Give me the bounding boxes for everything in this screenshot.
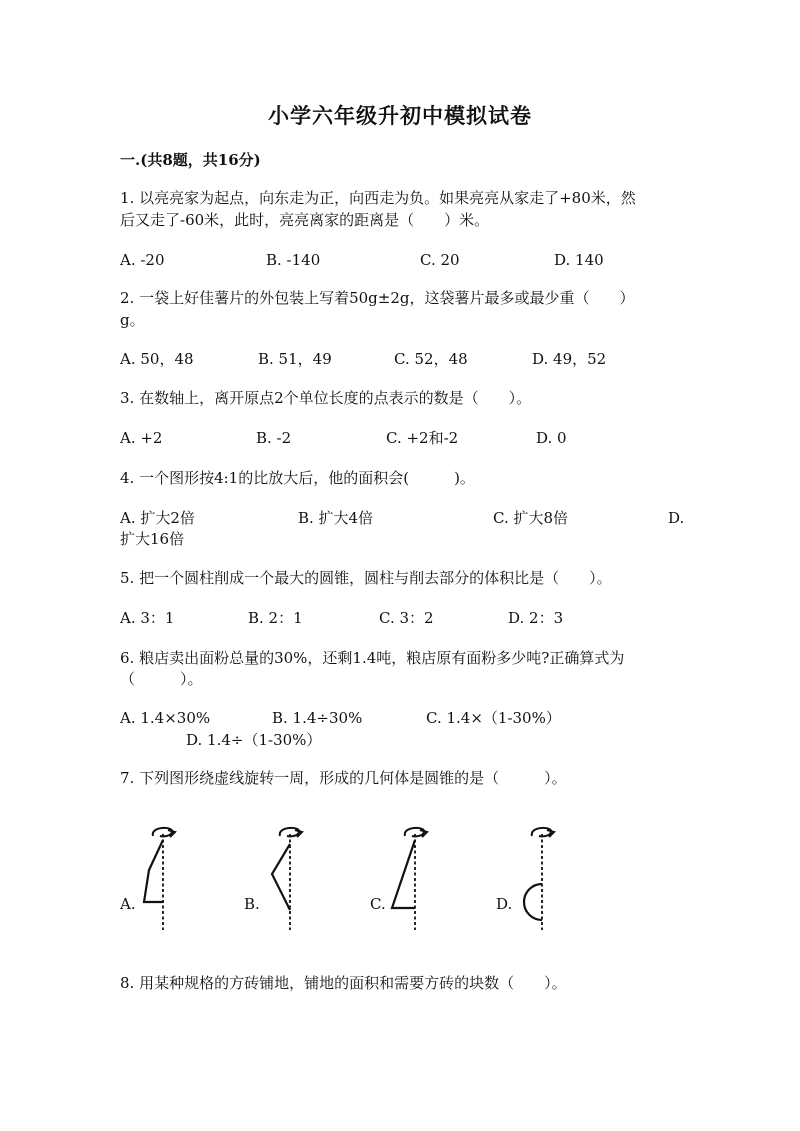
question-1-option-a[interactable]: A. -20 xyxy=(120,251,165,269)
question-6-option-b[interactable]: B. 1.4÷30% xyxy=(272,709,363,727)
question-2-line-2: g。 xyxy=(120,311,145,329)
question-3-line-1: 3. 在数轴上，离开原点2个单位长度的点表示的数是（ ）。 xyxy=(120,389,532,407)
question-3-option-c[interactable]: C. +2和-2 xyxy=(386,429,459,447)
question-5-line-1: 5. 把一个圆柱削成一个最大的圆锥，圆柱与削去部分的体积比是（ ）。 xyxy=(120,569,612,587)
question-7-option-a[interactable]: A. xyxy=(120,895,136,913)
question-7-option-d[interactable]: D. xyxy=(496,895,513,913)
question-6-option-a[interactable]: A. 1.4×30% xyxy=(120,709,211,727)
question-6-line-1: 6. 粮店卖出面粉总量的30%，还剩1.4吨，粮店原有面粉多少吨?正确算式为 xyxy=(120,649,625,667)
question-2-option-c[interactable]: C. 52，48 xyxy=(394,350,468,368)
question-7-line-1: 7. 下列图形绕虚线旋转一周，形成的几何体是圆锥的是（ ）。 xyxy=(120,769,567,787)
question-8-line-1: 8. 用某种规格的方砖铺地，铺地的面积和需要方砖的块数（ ）。 xyxy=(120,974,567,992)
question-1-option-d[interactable]: D. 140 xyxy=(554,251,604,269)
figure-c-shape xyxy=(384,822,434,932)
question-2-option-b[interactable]: B. 51，49 xyxy=(258,350,332,368)
question-4-option-a[interactable]: A. 扩大2倍 xyxy=(120,509,195,527)
question-1-option-b[interactable]: B. -140 xyxy=(266,251,321,269)
figure-a-shape xyxy=(130,822,180,932)
question-2-option-a[interactable]: A. 50，48 xyxy=(120,350,194,368)
question-4-line-1: 4. 一个图形按4:1的比放大后，他的面积会( )。 xyxy=(120,469,475,487)
figure-b-shape xyxy=(260,822,310,932)
question-1-line-2: 后又走了-60米，此时，亮亮离家的距离是（ ）米。 xyxy=(120,211,490,229)
question-5-option-d[interactable]: D. 2：3 xyxy=(508,609,564,627)
question-5-option-b[interactable]: B. 2：1 xyxy=(248,609,303,627)
question-3-option-a[interactable]: A. +2 xyxy=(120,429,163,447)
page-title: 小学六年级升初中模拟试卷 xyxy=(268,103,532,128)
section-heading: 一.(共8题，共16分) xyxy=(120,151,261,169)
question-6-line-2: （ ）。 xyxy=(120,670,203,688)
question-3-option-d[interactable]: D. 0 xyxy=(536,429,567,447)
question-1-option-c[interactable]: C. 20 xyxy=(420,251,460,269)
question-4-option-b[interactable]: B. 扩大4倍 xyxy=(298,509,374,527)
question-4-option-d-text[interactable]: 扩大16倍 xyxy=(120,530,185,548)
question-4-option-c[interactable]: C. 扩大8倍 xyxy=(493,509,569,527)
question-1-line-1: 1. 以亮亮家为起点，向东走为正，向西走为负。如果亮亮从家走了+80米，然 xyxy=(120,189,636,207)
question-7-option-c[interactable]: C. xyxy=(370,895,386,913)
question-2-option-d[interactable]: D. 49，52 xyxy=(532,350,607,368)
question-5-option-c[interactable]: C. 3：2 xyxy=(379,609,434,627)
question-6-option-d[interactable]: D. 1.4÷（1-30%） xyxy=(186,731,322,749)
figure-d-shape xyxy=(508,822,558,932)
question-4-option-d-label[interactable]: D. xyxy=(668,509,685,527)
question-7-option-b[interactable]: B. xyxy=(244,895,260,913)
question-2-line-1: 2. 一袋上好佳薯片的外包装上写着50g±2g，这袋薯片最多或最少重（ ） xyxy=(120,289,635,307)
question-3-option-b[interactable]: B. -2 xyxy=(256,429,292,447)
question-6-option-c[interactable]: C. 1.4×（1-30%） xyxy=(426,709,561,727)
question-5-option-a[interactable]: A. 3：1 xyxy=(120,609,175,627)
